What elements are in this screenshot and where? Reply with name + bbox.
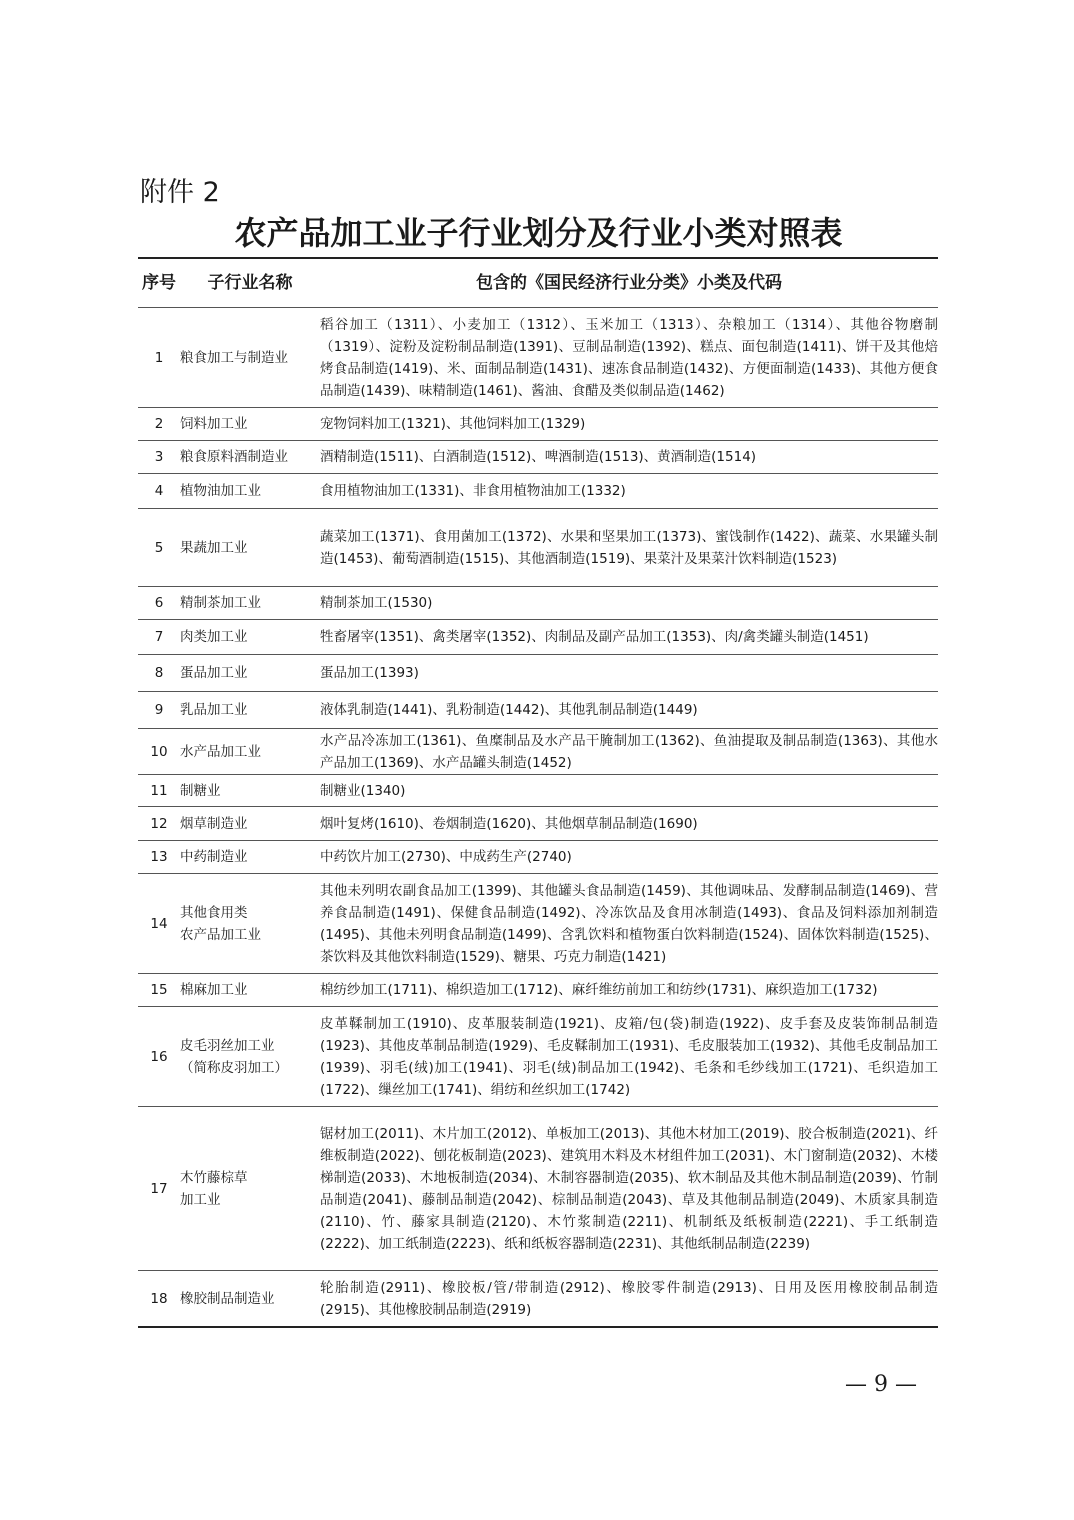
- industry-name-line: 烟草制造业: [180, 815, 248, 832]
- table-row: [138, 775, 938, 807]
- row-industry-name: [180, 592, 320, 614]
- page-number: — 9 —: [845, 1372, 917, 1397]
- row-number: 5: [154, 539, 164, 556]
- row-industry-name: [180, 846, 320, 868]
- row-content: 酒精制造(1511)、白酒制造(1512)、啤酒制造(1513)、黄酒制造(1514): [320, 449, 757, 465]
- row-industry-name: [180, 662, 320, 684]
- row-industry-name: [180, 480, 320, 502]
- row-content: 稻谷加工（1311）、小麦加工（1312）、玉米加工（1313）、杂粮加工（1314）、其他谷物磨制（1319）、淀粉及淀粉制品制造(1391)、豆制品制造(1392)、糕点、面包制造(1411)、饼干及其他焙烤食品制造(1419)、米、面制品制造(1431)、速冻食品制造(1432)、方便面制造(1433)、其他方便食品制造(1439)、味精制造(1461)、酱油、食醋及类似制品造(1462): [320, 316, 938, 399]
- row-number: 15: [150, 982, 168, 998]
- industry-name-line: 棉麻加工业: [180, 982, 248, 998]
- table-row: [138, 841, 938, 874]
- row-number: 12: [150, 815, 168, 832]
- row-number: 9: [154, 702, 164, 718]
- industry-name-line: （简称皮羽加工）: [180, 1059, 288, 1076]
- industry-name-line: 肉类加工业: [180, 629, 248, 645]
- row-number: 18: [150, 1290, 168, 1307]
- row-industry-name: [180, 699, 320, 721]
- industry-name-line: 乳品加工业: [180, 702, 248, 718]
- header-name: 子行业名称: [207, 273, 293, 293]
- row-number: 7: [154, 629, 164, 645]
- row-content: 皮革鞣制加工(1910)、皮革服装制造(1921)、皮箱/包(袋)制造(1922)、皮手套及皮装饰制品制造(1923)、其他皮革制品制造(1929)、毛皮鞣制加工(1931)、毛皮服装加工(1932)、其他毛皮制品加工(1939)、羽毛(绒)加工(1941)、羽毛(绒)制品加工(1942)、毛条和毛纱线加工(1721)、毛织造加工(1722)、缫丝加工(1741)、绢纺和丝织加工(1742): [320, 1015, 938, 1098]
- industry-name-line: 植物油加工业: [180, 483, 261, 499]
- table-row: [138, 308, 938, 408]
- industry-name-line: 饲料加工业: [180, 416, 248, 432]
- page-title: 农产品加工业子行业划分及行业小类对照表: [234, 214, 843, 252]
- attachment-label: 附件 2: [140, 177, 220, 208]
- table-row: [138, 974, 938, 1007]
- row-number: 17: [150, 1180, 168, 1197]
- row-number: 4: [154, 483, 164, 499]
- table-row: [138, 509, 938, 587]
- row-content: 食用植物油加工(1331)、非食用植物油加工(1332): [320, 483, 626, 499]
- row-content: 其他未列明农副食品加工(1399)、其他罐头食品制造(1459)、其他调味品、发酵制品制造(1469)、营养食品制造(1491)、保健食品制造(1492)、冷冻饮品及食用冰制造(1493)、食品及饲料添加剂制造(1495)、其他未列明食品制造(1499)、含乳饮料和植物蛋白饮料制造(1524)、固体饮料制造(1525)、茶饮料及其他饮料制造(1529)、糖果、巧克力制造(1421): [320, 882, 938, 965]
- table-row: [138, 874, 938, 974]
- industry-name-line: 粮食原料酒制造业: [180, 449, 288, 465]
- row-content: 蔬菜加工(1371)、食用菌加工(1372)、水果和坚果加工(1373)、蜜饯制作(1422)、蔬菜、水果罐头制造(1453)、葡萄酒制造(1515)、其他酒制造(1519)、果菜汁及果菜汁饮料制造(1523): [320, 528, 938, 567]
- row-industry-name: [180, 1167, 320, 1211]
- row-number: 6: [154, 595, 164, 611]
- table-row: [138, 620, 938, 655]
- table-row: [138, 807, 938, 841]
- row-industry-name: [180, 347, 320, 369]
- industry-name-line: 橡胶制品制造业: [180, 1290, 275, 1307]
- row-number: 3: [154, 449, 164, 465]
- table-row: [138, 408, 938, 441]
- row-industry-name: [180, 979, 320, 1001]
- table-header: [138, 259, 938, 308]
- table-row: [138, 1007, 938, 1107]
- table-row: [138, 655, 938, 692]
- industry-name-line: 粮食加工与制造业: [180, 349, 288, 366]
- header-content: 包含的《国民经济行业分类》小类及代码: [476, 273, 782, 293]
- header-no: 序号: [142, 273, 176, 293]
- row-number: 8: [154, 665, 164, 681]
- row-number: 11: [150, 782, 168, 799]
- row-content: 液体乳制造(1441)、乳粉制造(1442)、其他乳制品制造(1449): [320, 702, 698, 718]
- row-content: 制糖业(1340): [320, 782, 406, 799]
- industry-name-line: 水产品加工业: [180, 743, 261, 760]
- industry-name-line: 精制茶加工业: [180, 595, 261, 611]
- table-row: [138, 587, 938, 620]
- row-industry-name: [180, 413, 320, 435]
- row-number: 13: [150, 849, 168, 865]
- row-content: 棉纺纱加工(1711)、棉织造加工(1712)、麻纤维纺前加工和纺纱(1731)、麻织造加工(1732): [320, 982, 878, 998]
- row-number: 10: [150, 743, 168, 760]
- industry-name-line: 加工业: [180, 1191, 221, 1208]
- industry-name-line: 蛋品加工业: [180, 665, 248, 681]
- row-industry-name: [180, 902, 320, 946]
- row-number: 1: [154, 349, 164, 366]
- row-industry-name: [180, 741, 320, 763]
- row-industry-name: [180, 626, 320, 648]
- row-content: 精制茶加工(1530): [320, 595, 433, 611]
- row-industry-name: [180, 1288, 320, 1310]
- industry-name-line: 农产品加工业: [180, 926, 261, 943]
- row-number: 14: [150, 915, 168, 932]
- industry-name-line: 皮毛羽丝加工业: [180, 1037, 275, 1054]
- row-content: 牲畜屠宰(1351)、禽类屠宰(1352)、肉制品及副产品加工(1353)、肉/禽类罐头制造(1451): [320, 629, 869, 645]
- row-content: 水产品冷冻加工(1361)、鱼糜制品及水产品干腌制加工(1362)、鱼油提取及制品制造(1363)、其他水产品加工(1369)、水产品罐头制造(1452): [320, 732, 938, 771]
- row-number: 16: [150, 1048, 168, 1065]
- industry-name-line: 制糖业: [180, 782, 221, 799]
- industry-name-line: 木竹藤棕草: [180, 1169, 248, 1186]
- table-body: [138, 308, 938, 1326]
- industry-name-line: 果蔬加工业: [180, 539, 248, 556]
- row-content: 烟叶复烤(1610)、卷烟制造(1620)、其他烟草制品制造(1690): [320, 815, 698, 832]
- row-number: 2: [154, 416, 164, 432]
- row-content: 蛋品加工(1393): [320, 665, 419, 681]
- table-row: [138, 692, 938, 729]
- row-industry-name: [180, 813, 320, 835]
- industry-name-line: 其他食用类: [180, 904, 248, 921]
- table-row: [138, 1271, 938, 1326]
- table-row: [138, 729, 938, 775]
- classification-table: [138, 257, 938, 1328]
- row-content: 宠物饲料加工(1321)、其他饲料加工(1329): [320, 416, 586, 432]
- row-industry-name: [180, 1035, 320, 1079]
- row-industry-name: [180, 780, 320, 802]
- table-row: [138, 441, 938, 474]
- table-row: [138, 474, 938, 509]
- industry-name-line: 中药制造业: [180, 849, 248, 865]
- table-row: [138, 1107, 938, 1271]
- row-content: 中药饮片加工(2730)、中成药生产(2740): [320, 849, 572, 865]
- row-industry-name: [180, 446, 320, 468]
- row-industry-name: [180, 537, 320, 559]
- row-content: 锯材加工(2011)、木片加工(2012)、单板加工(2013)、其他木材加工(2019)、胶合板制造(2021)、纤维板制造(2022)、刨花板制造(2023)、建筑用木料及木材组件加工(2031)、木门窗制造(2032)、木楼梯制造(2033)、木地板制造(2034)、木制容器制造(2035)、软木制品及其他木制品制造(2039)、竹制品制造(2041)、藤制品制造(2042)、棕制品制造(2043)、草及其他制品制造(2049)、木质家具制造(2110)、竹、藤家具制造(2120)、木竹浆制造(2211)、机制纸及纸板制造(2221)、手工纸制造(2222)、加工纸制造(2223)、纸和纸板容器制造(2231)、其他纸制品制造(2239): [320, 1125, 938, 1252]
- row-content: 轮胎制造(2911)、橡胶板/管/带制造(2912)、橡胶零件制造(2913)、日用及医用橡胶制品制造(2915)、其他橡胶制品制造(2919): [320, 1279, 938, 1318]
